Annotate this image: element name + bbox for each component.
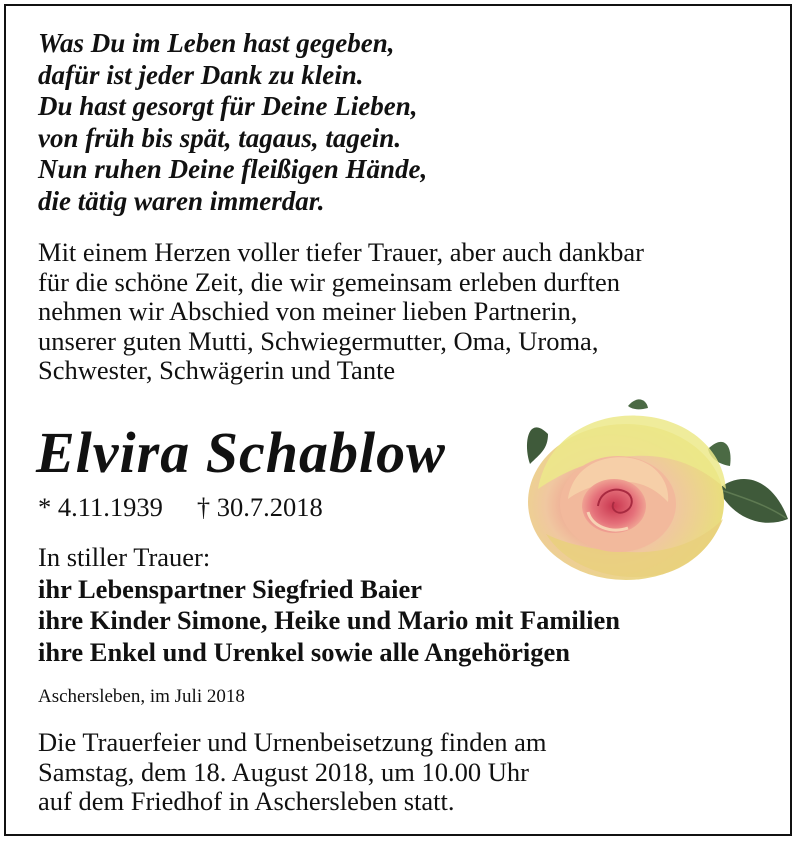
- poem-line: Was Du im Leben hast gegeben,: [38, 28, 395, 58]
- mourners-heading: In stiller Trauer:: [38, 542, 211, 572]
- poem-line: dafür ist jeder Dank zu klein.: [38, 59, 364, 90]
- poem: [38, 28, 427, 217]
- mourner-line: ihre Enkel und Urenkel sowie alle Angehörigen: [38, 636, 571, 667]
- poem-line: die tätig waren immerdar.: [38, 185, 325, 216]
- death-date: † 30.7.2018: [196, 492, 323, 522]
- life-dates: [38, 492, 323, 522]
- intro-line: Schwester, Schwägerin und Tante: [38, 355, 396, 385]
- poem-line: Nun ruhen Deine fleißigen Hände,: [38, 154, 428, 184]
- poem-line: von früh bis spät, tagaus, tagein.: [38, 122, 402, 153]
- intro-line: unserer guten Mutti, Schwiegermutter, Oma, Uroma,: [38, 325, 599, 356]
- mourners-block: [38, 542, 620, 668]
- place-date: Aschersleben, im Juli 2018: [38, 686, 245, 707]
- deceased-name: Elvira Schablow: [36, 420, 446, 485]
- birth-date: * 4.11.1939: [38, 492, 163, 522]
- funeral-line: Die Trauerfeier und Urnenbeisetzung finden am: [38, 727, 547, 757]
- funeral-line: auf dem Friedhof in Aschersleben statt.: [38, 786, 455, 816]
- poem-line: Du hast gesorgt für Deine Lieben,: [38, 91, 418, 121]
- mourner-line: ihr Lebenspartner Siegfried Baier: [38, 573, 422, 604]
- funeral-line: Samstag, dem 18. August 2018, um 10.00 Uhr: [38, 756, 529, 787]
- intro-line: nehmen wir Abschied von meiner lieben Partnerin,: [38, 296, 578, 326]
- intro-text: [38, 238, 644, 386]
- obituary-frame: [4, 4, 792, 836]
- intro-line: Mit einem Herzen voller tiefer Trauer, aber auch dankbar: [38, 237, 644, 267]
- mourner-line: ihre Kinder Simone, Heike und Mario mit Familien: [38, 605, 621, 635]
- funeral-info: [38, 728, 547, 817]
- intro-line: für die schöne Zeit, die wir gemeinsam erleben durften: [38, 266, 621, 297]
